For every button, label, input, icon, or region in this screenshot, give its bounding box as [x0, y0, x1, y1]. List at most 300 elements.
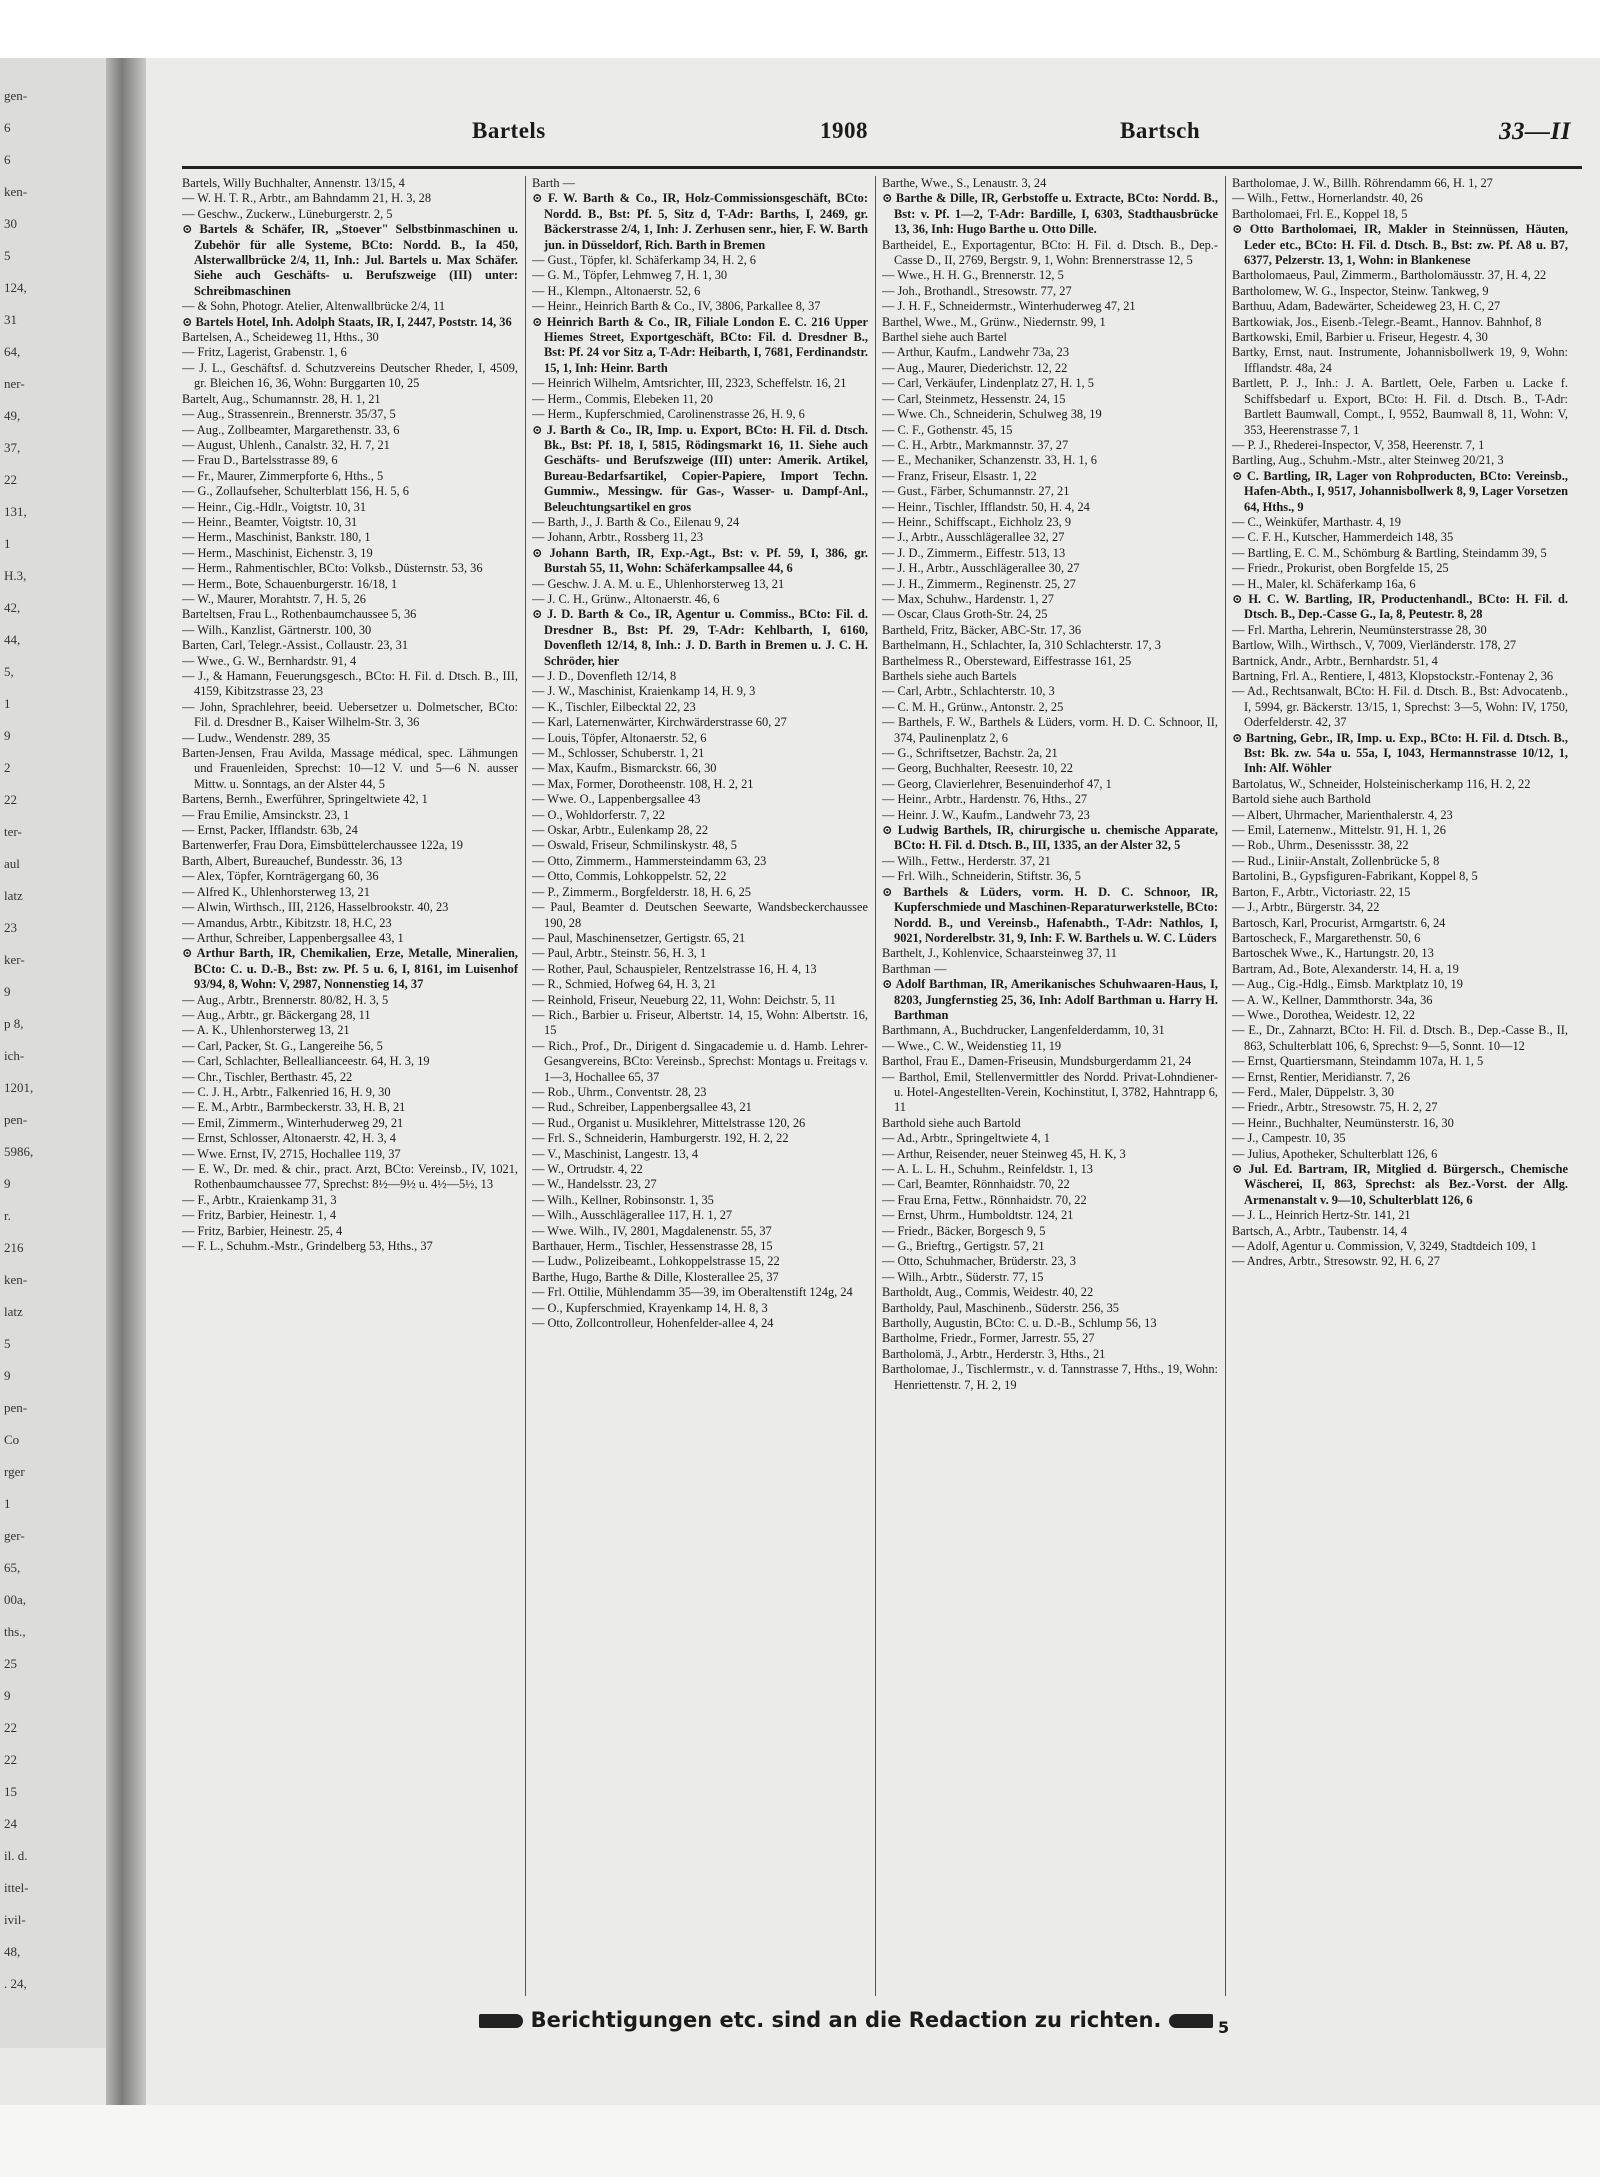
scan-margin-top: [0, 0, 1600, 58]
directory-entry: — Amandus, Arbtr., Kibitzstr. 18, H.C, 23: [182, 915, 392, 930]
directory-entry: — Frl. Ottilie, Mühlendamm 35—39, im Oberaltenstift 124g, 24: [532, 1285, 853, 1300]
previous-page-fragment: ich-: [4, 1048, 25, 1063]
directory-entry: — M., Schlosser, Schuberstr. 1, 21: [532, 746, 705, 761]
book-gutter: [106, 58, 146, 2105]
previous-page-fragment: 64,: [4, 344, 21, 359]
directory-entry: ⊙ Ludwig Barthels, IR, chirurgische u. chemische Apparate, BCto: H. Fil. d. Dtsch. B., III, 1335, an der Alster 32, 5: [882, 823, 1218, 853]
previous-page-fragment: latz: [4, 1304, 23, 1319]
directory-entry: — Ludw., Wendenstr. 289, 35: [182, 730, 331, 745]
directory-entry: Bartheld, Fritz, Bäcker, ABC-Str. 17, 36: [882, 622, 1082, 637]
previous-page-fragment: rger: [4, 1464, 25, 1479]
pointing-hand-icon: [479, 2014, 523, 2028]
directory-entry: ⊙ Arthur Barth, IR, Chemikalien, Erze, Metalle, Mineralien, BCto: C. u. D.-B., Bst: zw. Pf. 5 u. 6, I, 8161, im Luisenhof 93/94, 8, Wohn: V, 2987, Nonnenstieg 14, 37: [182, 946, 518, 992]
directory-entry: Barth —: [532, 176, 576, 190]
directory-entry: — Herm., Maschinist, Bankstr. 180, 1: [182, 530, 371, 545]
directory-entry: — Rob., Uhrm., Conventstr. 28, 23: [532, 1084, 707, 1099]
scan-margin-bottom: [0, 2105, 1600, 2177]
directory-entry: Bartelt, Aug., Schumannstr. 28, H. 1, 21: [182, 391, 381, 406]
previous-page-fragment: 2: [4, 760, 11, 775]
directory-entry: — J., Arbtr., Ausschlägerallee 32, 27: [882, 530, 1065, 545]
directory-entry: — Fritz, Barbier, Heinestr. 1, 4: [182, 1208, 337, 1223]
directory-entry: — Aug., Zollbeamter, Margarethenstr. 33, 6: [182, 422, 400, 437]
directory-entry: Bartnick, Andr., Arbtr., Bernhardstr. 51, 4: [1232, 653, 1438, 668]
directory-entry: — Carl, Steinmetz, Hessenstr. 24, 15: [882, 391, 1066, 406]
directory-entry: — Max, Kaufm., Bismarckstr. 66, 30: [532, 761, 717, 776]
directory-entry: — J. D., Dovenfleth 12/14, 8: [532, 669, 677, 683]
directory-entry: ⊙ Barthe & Dille, IR, Gerbstoffe u. Extracte, BCto: Nordd. B., Bst: v. Pf. 1—2, T-Adr: Bardille, I, 6303, Stadthausbrücke 13, 36, Inh: Hugo Barthe u. Otto Dille.: [882, 191, 1218, 237]
directory-entry: — K., Tischler, Eilbecktal 22, 23: [532, 699, 696, 714]
previous-page-fragment: 1201,: [4, 1080, 34, 1095]
previous-page-edge: [0, 58, 106, 2048]
directory-entry: — Frau Emilie, Amsinckstr. 23, 1: [182, 807, 350, 822]
directory-entry: ⊙ Bartels & Schäfer, IR, „Stoever" Selbstbinmaschinen u. Zubehör für alle Systeme, BCto: Nordd. B., Ia 450, Alsterwallbrücke 2/4, 11, Inh.: Jul. Bartels u. Max Schäfer. Siehe auch Geschäfts- u. Berufszweige (III) unter: Schreibmaschinen: [182, 222, 518, 298]
directory-entry: — Heinr., Buchhalter, Neumünsterstr. 16, 30: [1232, 1115, 1454, 1130]
directory-entry: — Chr., Tischler, Berthastr. 45, 22: [182, 1069, 353, 1084]
footer-notice: [446, 2008, 1246, 2032]
directory-entry: — Paul, Beamter d. Deutschen Seewarte, Wandsbeckerchaussee 190, 28: [532, 900, 868, 930]
directory-entry: — Aug., Strassenrein., Brennerstr. 35/37, 5: [182, 407, 396, 422]
directory-entry: ⊙ Bartning, Gebr., IR, Imp. u. Exp., BCto: H. Fil. d. Dtsch. B., Bst: Bk. zw. 54a u. 55a, I, 1043, Hermannstrasse 10/12, 1, Inh: Alf. Wöhler: [1232, 730, 1568, 776]
directory-entry: — G., Brieftrg., Gertigstr. 57, 21: [882, 1239, 1045, 1254]
directory-entry: — Otto, Commis, Lohkoppelstr. 52, 22: [532, 869, 727, 884]
previous-page-fragment: 42,: [4, 600, 21, 615]
previous-page-fragment: aul: [4, 856, 20, 871]
previous-page-fragment: 9: [4, 1368, 11, 1383]
directory-entry: Barthelmess R., Obersteward, Eiffestrasse 161, 25: [882, 653, 1132, 668]
directory-entry: — Alfred K., Uhlenhorsterweg 13, 21: [182, 884, 370, 899]
directory-entry: — Carl, Arbtr., Schlachterstr. 10, 3: [882, 684, 1055, 699]
previous-page-fragment: 9: [4, 1688, 11, 1703]
directory-entry: Barth, Albert, Bureauchef, Bundesstr. 36, 13: [182, 853, 403, 868]
previous-page-fragment: 22: [4, 792, 17, 807]
directory-entry: — Rud., Schreiber, Lappenbergsallee 43, 21: [532, 1100, 752, 1115]
directory-entry: — August, Uhlenh., Canalstr. 32, H. 7, 21: [182, 437, 390, 452]
directory-entry: — Rother, Paul, Schauspieler, Rentzelstrasse 16, H. 4, 13: [532, 961, 817, 976]
directory-entry: — Rud., Organist u. Musiklehrer, Mittelstrasse 120, 26: [532, 1115, 806, 1130]
directory-entry: Barthel siehe auch Bartel: [882, 330, 1007, 345]
previous-page-fragment: 49,: [4, 408, 21, 423]
directory-entry: Barthe, Hugo, Barthe & Dille, Klosterallee 25, 37: [532, 1269, 779, 1284]
directory-entry: — H., Klempn., Altonaerstr. 52, 6: [532, 283, 701, 298]
column-3: [882, 176, 1218, 1996]
directory-entry: Bartenwerfer, Frau Dora, Eimsbüttelerchaussee 122a, 19: [182, 838, 463, 853]
directory-entry: — Otto, Zollcontrolleur, Hohenfelder-allee 4, 24: [532, 1316, 774, 1331]
directory-entry: Bartolini, B., Gypsfiguren-Fabrikant, Koppel 8, 5: [1232, 869, 1478, 884]
directory-entry: — Rud., Liniir-Anstalt, Zollenbrücke 5, 8: [1232, 853, 1440, 868]
directory-entry: — Max, Schuhw., Hardenstr. 1, 27: [882, 591, 1054, 606]
directory-entry: — V., Maschinist, Langestr. 13, 4: [532, 1146, 699, 1161]
previous-page-fragment: pen-: [4, 1400, 28, 1415]
previous-page-fragment: Co: [4, 1432, 20, 1447]
directory-entry: Bartlow, Wilh., Wirthsch., V, 7009, Vierländerstr. 178, 27: [1232, 638, 1517, 653]
directory-entry: — Arthur, Kaufm., Landwehr 73a, 23: [882, 345, 1070, 360]
directory-entry: — Ernst, Uhrm., Humboldtstr. 124, 21: [882, 1208, 1074, 1223]
previous-page-fragment: 1: [4, 696, 11, 711]
directory-entry: — J., Arbtr., Bürgerstr. 34, 22: [1232, 900, 1380, 915]
directory-entry: — E. W., Dr. med. & chir., pract. Arzt, BCto: Vereinsb., IV, 1021, Rothenbaumchaussee 77, Sprechst: 8½—9½ u. 4½—5½, 13: [182, 1162, 518, 1192]
directory-entry: ⊙ Jul. Ed. Bartram, IR, Mitglied d. Bürgersch., Chemische Wäscherei, II, 863, Sprechst: als Bez.-Vorst. der Allg. Armenanstalt v. 9—10, Schulterblatt 126, 6: [1232, 1162, 1568, 1207]
directory-entry: — Frl. Wilh., Schneiderin, Stiftstr. 36, 5: [882, 869, 1081, 884]
directory-entry: — R., Schmied, Hofweg 64, H. 3, 21: [532, 977, 717, 992]
previous-page-fragment: . 24,: [4, 1976, 27, 1991]
previous-page-fragment: 131,: [4, 504, 27, 519]
directory-entry: — Oswald, Friseur, Schmilinskystr. 48, 5: [532, 838, 737, 853]
directory-entry: — Julius, Apotheker, Schulterblatt 126, 6: [1232, 1146, 1438, 1161]
directory-entry: — E., Mechaniker, Schanzenstr. 33, H. 1, 6: [882, 453, 1097, 468]
previous-page-fragment: 22: [4, 1720, 17, 1735]
directory-entry: — Heinr., Arbtr., Hardenstr. 76, Hths., 27: [882, 792, 1088, 807]
directory-entry: — Joh., Brothandl., Stresowstr. 77, 27: [882, 283, 1072, 298]
directory-entry: — Ad., Arbtr., Springeltwiete 4, 1: [882, 1131, 1050, 1146]
column-2: [532, 176, 868, 1996]
directory-entry: — Friedr., Bäcker, Borgesch 9, 5: [882, 1223, 1046, 1238]
directory-entry: Bartens, Bernh., Ewerführer, Springeltwiete 42, 1: [182, 792, 428, 807]
directory-entry: — Wilh., Ausschlägerallee 117, H. 1, 27: [532, 1208, 733, 1223]
previous-page-fragment: 5: [4, 1336, 11, 1351]
directory-entry: — Carl, Verkäufer, Lindenplatz 27, H. 1, 5: [882, 376, 1094, 391]
directory-entry: — Gust., Färber, Schumannstr. 27, 21: [882, 484, 1070, 499]
directory-entry: — Geschw. J. A. M. u. E., Uhlenhorsterweg 13, 21: [532, 576, 785, 591]
directory-entry: — Barthol, Emil, Stellenvermittler des Nordd. Privat-Lohndiener-u. Hotel-Angestellten-Verein, Kochinstitut, I, 3782, Hahntrapp 6, 11: [882, 1069, 1218, 1115]
previous-page-fragment: 9: [4, 1176, 11, 1191]
directory-entry: — Paul, Maschinensetzer, Gertigstr. 65, 21: [532, 930, 746, 945]
directory-entry: Barthol, Frau E., Damen-Friseusin, Mundsburgerdamm 21, 24: [882, 1054, 1192, 1069]
previous-page-fragment: 22: [4, 1752, 17, 1767]
directory-entry: Bartholomaei, Frl. E., Koppel 18, 5: [1232, 206, 1408, 221]
directory-entry: — P. J., Rhederei-Inspector, V, 358, Heerenstr. 7, 1: [1232, 437, 1485, 452]
directory-entry: Barthman —: [882, 961, 947, 976]
previous-page-fragment: 44,: [4, 632, 21, 647]
directory-entry: — Emil, Zimmerm., Winterhuderweg 29, 21: [182, 1115, 404, 1130]
directory-entry: — G., Zollaufseher, Schulterblatt 156, H. 5, 6: [182, 484, 409, 499]
directory-page: [146, 58, 1600, 2105]
directory-entry: — Frl. Martha, Lehrerin, Neumünsterstrasse 28, 30: [1232, 622, 1487, 637]
directory-entry: ⊙ J. D. Barth & Co., IR, Agentur u. Commiss., BCto: Fil. d. Dresdner B., Bst: Pf. 29, T-Adr: Kehlbarth, I, 6160, Dovenfleth 12/14, 8, Inh.: J. D. Barth in Bremen u. J. C. H. Schröder, hier: [532, 607, 868, 668]
directory-entry: — C. H., Arbtr., Markmannstr. 37, 27: [882, 437, 1069, 452]
directory-entry: Bartholly, Augustin, BCto: C. u. D.-B., Schlump 56, 13: [882, 1316, 1157, 1331]
directory-entry: — Bartling, E. C. M., Schömburg & Bartling, Steindamm 39, 5: [1232, 545, 1547, 560]
directory-entry: — C. J. H., Arbtr., Falkenried 16, H. 9, 30: [182, 1084, 391, 1099]
directory-entry: Bartels, Willy Buchhalter, Annenstr. 13/15, 4: [182, 176, 405, 190]
directory-entry: Bartold siehe auch Barthold: [1232, 792, 1371, 807]
directory-entry: — Karl, Laternenwärter, Kirchwärderstrasse 60, 27: [532, 715, 787, 730]
directory-entry: — Rich., Barbier u. Friseur, Albertstr. 14, 15, Wohn: Albertstr. 16, 15: [532, 1007, 868, 1038]
directory-entry: — Wwe., H. H. G., Brennerstr. 12, 5: [882, 268, 1064, 283]
pointing-hand-icon: [1169, 2014, 1213, 2028]
previous-page-fragment: ken-: [4, 184, 28, 199]
directory-entry: — Reinhold, Friseur, Neueburg 22, 11, Wohn: Deichstr. 5, 11: [532, 992, 836, 1007]
directory-entry: — Fritz, Barbier, Heinestr. 25, 4: [182, 1223, 343, 1238]
header-rule: [182, 166, 1582, 169]
column-divider: [1225, 176, 1226, 1996]
previous-page-fragment: 5: [4, 248, 11, 263]
directory-entry: — G., Schriftsetzer, Bachstr. 2a, 21: [882, 746, 1058, 761]
directory-entry: Barton, F., Arbtr., Victoriastr. 22, 15: [1232, 884, 1411, 899]
directory-entry: — Wwe. O., Lappenbergsallee 43: [532, 792, 701, 807]
directory-entry: — Wilh., Kanzlist, Gärtnerstr. 100, 30: [182, 622, 372, 637]
previous-page-fragment: ken-: [4, 1272, 28, 1287]
column-divider: [875, 176, 876, 1996]
directory-entry: Barthold siehe auch Bartold: [882, 1115, 1021, 1130]
directory-entry: Bartholme, Friedr., Former, Jarrestr. 55, 27: [882, 1331, 1095, 1346]
directory-entry: — Georg, Clavierlehrer, Besenuinderhof 47, 1: [882, 776, 1112, 791]
directory-entry: — Otto, Zimmerm., Hammersteindamm 63, 23: [532, 853, 767, 868]
directory-entry: — Heinr., Tischler, Ifflandstr. 50, H. 4, 24: [882, 499, 1090, 514]
directory-entry: — Fritz, Lagerist, Grabenstr. 1, 6: [182, 345, 347, 360]
previous-page-fragment: 24: [4, 1816, 17, 1831]
directory-entry: Barteltsen, Frau L., Rothenbaumchaussee 5, 36: [182, 607, 417, 622]
directory-entry: — C., Weinküfer, Marthastr. 4, 19: [1232, 514, 1401, 529]
directory-entry: — Herm., Commis, Elebeken 11, 20: [532, 391, 713, 406]
directory-entry: Bartholomä, J., Arbtr., Herderstr. 3, Hths., 21: [882, 1346, 1106, 1361]
directory-entry: — Ernst, Rentier, Meridianstr. 7, 26: [1232, 1069, 1411, 1084]
directory-entry: — Heinr., Heinrich Barth & Co., IV, 3806, Parkallee 8, 37: [532, 299, 821, 314]
previous-page-fragment: latz: [4, 888, 23, 903]
directory-entry: Bartning, Frl. A., Rentiere, I, 4813, Klopstockstr.-Fontenay 2, 36: [1232, 669, 1554, 683]
directory-entry: Bartholdt, Aug., Commis, Weidestr. 40, 22: [882, 1285, 1094, 1300]
directory-entry: ⊙ F. W. Barth & Co., IR, Holz-Commissionsgeschäft, BCto: Nordd. B., Bst: Pf. 5, Sitz d, T-Adr: Barths, I, 2469, gr. Bäckerstrasse 2/4, 1, Inh: J. Zerhusen senr., hier, F. W. Barth jun. in Düsseldorf, Rich. Barth in Bremen: [532, 191, 868, 252]
directory-entry: Barthels siehe auch Bartels: [882, 669, 1017, 683]
directory-entry: Bartram, Ad., Bote, Alexanderstr. 14, H. a, 19: [1232, 961, 1459, 976]
previous-page-fragment: r.: [4, 1208, 11, 1223]
directory-entry: — Ad., Rechtsanwalt, BCto: H. Fil. d. Dtsch. B., Bst: Advocatenb., I, 5994, gr. Bäckerstr. 13/15, 1, Sprechst: 3—5, Wohn: IV, 1750, Oderfelderstr. 42, 37: [1232, 684, 1568, 730]
directory-entry: — C. F., Gothenstr. 45, 15: [882, 422, 1013, 437]
directory-entry: — J. H. F., Schneidermstr., Winterhuderweg 47, 21: [882, 299, 1136, 314]
previous-page-fragment: ths.,: [4, 1624, 26, 1639]
directory-entry: — Wwe. Ernst, IV, 2715, Hochallee 119, 37: [182, 1146, 401, 1161]
directory-entry: — G. M., Töpfer, Lehmweg 7, H. 1, 30: [532, 268, 728, 283]
sheet-number: 5: [1218, 2018, 1230, 2037]
directory-entry: Bartholomae, J., Tischlermstr., v. d. Tannstrasse 7, Hths., 19, Wohn: Henriettenstr. 7, H. 2, 19: [882, 1362, 1218, 1392]
directory-entry: — J. H., Arbtr., Ausschlägerallee 30, 27: [882, 561, 1080, 576]
previous-page-fragment: 5,: [4, 664, 14, 679]
directory-entry: — J. C. H., Grünw., Altonaerstr. 46, 6: [532, 591, 720, 606]
directory-entry: ⊙ J. Barth & Co., IR, Imp. u. Export, BCto: H. Fil. d. Dtsch. Bk., Bst: Pf. 18, I, 5815, Rödingsmarkt 16, 11. Siehe auch Geschäfts- und Berufszweige (III) unter: Amerik. Artikel, Bureau-Bedarfsartikel, Copier-Papiere, Import Techn. Gummiw., Messingw. für Gas-, Wasser- u. Dampf-Anl., Beleuchtungsartikel en gros: [532, 422, 868, 514]
previous-page-fragment: 25: [4, 1656, 17, 1671]
directory-entry: — Otto, Schuhmacher, Brüderstr. 23, 3: [882, 1254, 1076, 1269]
directory-entry: — Wilh., Arbtr., Süderstr. 77, 15: [882, 1269, 1044, 1284]
directory-entry: — John, Sprachlehrer, beeid. Uebersetzer u. Dolmetscher, BCto: Fil. d. Dresdner B., Kaiser Wilhelm-Str. 3, 36: [182, 699, 518, 730]
directory-entry: — Aug., Arbtr., gr. Bäckergang 28, 11: [182, 1007, 371, 1022]
directory-entry: — Fr., Maurer, Zimmerpforte 6, Hths., 5: [182, 468, 384, 483]
previous-page-fragment: ker-: [4, 952, 25, 967]
directory-entry: — O., Kupferschmied, Krayenkamp 14, H. 8, 3: [532, 1300, 768, 1315]
directory-entry: — Franz, Friseur, Elsastr. 1, 22: [882, 468, 1037, 483]
previous-page-fragment: ger-: [4, 1528, 25, 1543]
previous-page-fragment: il. d.: [4, 1848, 28, 1863]
directory-entry: — E. M., Arbtr., Barmbeckerstr. 33, H. B, 21: [182, 1100, 406, 1115]
directory-entry: Barthelt, J., Kohlenvice, Schaarsteinweg 37, 11: [882, 946, 1117, 961]
directory-entry: ⊙ Johann Barth, IR, Exp.-Agt., Bst: v. Pf. 59, I, 386, gr. Burstah 55, 11, Wohn: Schäferkampsallee 44, 6: [532, 545, 868, 576]
previous-page-fragment: ner-: [4, 376, 25, 391]
directory-entry: — Ferd., Maler, Düppelstr. 3, 30: [1232, 1084, 1394, 1099]
previous-page-fragment: 6: [4, 152, 11, 167]
directory-entry: — Georg, Buchhalter, Reesestr. 10, 22: [882, 761, 1073, 776]
previous-page-fragment: ittel-: [4, 1880, 29, 1895]
directory-entry: — J. W., Maschinist, Kraienkamp 14, H. 9, 3: [532, 684, 756, 699]
column-1: [182, 176, 518, 1996]
previous-page-fragment: 31: [4, 312, 17, 327]
directory-entry: — Emil, Laternenw., Mittelstr. 91, H. 1, 26: [1232, 823, 1446, 838]
directory-entry: — Aug., Cig.-Hdlg., Eimsb. Marktplatz 10, 19: [1232, 977, 1463, 992]
previous-page-fragment: 37,: [4, 440, 21, 455]
directory-entry: — F. L., Schuhm.-Mstr., Grindelberg 53, Hths., 37: [182, 1239, 433, 1254]
header-last-name: Bartsch: [1120, 118, 1201, 143]
directory-entry: — Wwe., Dorothea, Weidestr. 12, 22: [1232, 1007, 1415, 1022]
previous-page-fragment: 15: [4, 1784, 17, 1799]
directory-entry: — Herm., Bote, Schauenburgerstr. 16/18, 1: [182, 576, 398, 591]
previous-page-fragment: ivil-: [4, 1912, 26, 1927]
directory-entry: — J. D., Zimmerm., Eiffestr. 513, 13: [882, 545, 1066, 560]
directory-entry: Bartholomae, J. W., Billh. Röhrendamm 66, H. 1, 27: [1232, 176, 1493, 190]
directory-entry: Bartoschek Wwe., K., Hartungstr. 20, 13: [1232, 946, 1434, 961]
directory-entry: — Albert, Uhrmacher, Marienthalerstr. 4, 23: [1232, 807, 1453, 822]
directory-entry: — J. L., Heinrich Hertz-Str. 141, 21: [1232, 1208, 1411, 1223]
directory-entry: Bartholomaeus, Paul, Zimmerm., Bartholomäusstr. 37, H. 4, 22: [1232, 268, 1547, 283]
directory-entry: Barten, Carl, Telegr.-Assist., Collaustr. 23, 31: [182, 638, 409, 653]
directory-entry: Barthel, Wwe., M., Grünw., Niedernstr. 99, 1: [882, 314, 1106, 329]
directory-entry: ⊙ C. Bartling, IR, Lager von Rohproducten, BCto: Vereinsb., Hafen-Abth., I, 9517, Johannisbollwerk 8, 9, Lager Vorsetzen 64, Hths., 9: [1232, 468, 1568, 514]
directory-entry: Barthelmann, H., Schlachter, Ia, 310 Schlachterstr. 17, 3: [882, 638, 1161, 653]
directory-entry: — Frau D., Bartelsstrasse 89, 6: [182, 453, 338, 468]
directory-entry: ⊙ Otto Bartholomaei, IR, Makler in Steinnüssen, Häuten, Leder etc., BCto: H. Fil. d. Dtsch. B., Bst: zw. Pf. A8 u. B7, 6377, Pelzerstr. 13, 1, Wohn: in Blankenese: [1232, 222, 1568, 268]
directory-entry: — J. L., Geschäftsf. d. Schutzvereins Deutscher Rheder, I, 4509, gr. Bleichen 16, 36, Wohn: Burggarten 10, 25: [182, 360, 518, 391]
directory-entry: — W., Handelsstr. 23, 27: [532, 1177, 657, 1192]
directory-entry: — Gust., Töpfer, kl. Schäferkamp 34, H. 2, 6: [532, 253, 756, 268]
directory-entry: ⊙ Heinrich Barth & Co., IR, Filiale London E. C. 216 Upper Hiemes Street, Exportgeschäft, BCto: Fil. d. Dresdner B., Bst: Pf. 24 vor Sitz a, T-Adr: Heibarth, I, 7681, Ferdinandstr. 15, 1, Inh: Heinr. Barth: [532, 314, 868, 375]
previous-page-fragment: 1: [4, 1496, 11, 1511]
previous-page-fragment: 48,: [4, 1944, 21, 1959]
directory-entry: — Ernst, Quartiersmann, Steindamm 107a, H. 1, 5: [1232, 1054, 1484, 1069]
directory-entry: — Heinr., Schiffscapt., Eichholz 23, 9: [882, 514, 1072, 529]
directory-entry: — H., Maler, kl. Schäferkamp 16a, 6: [1232, 576, 1416, 591]
header-first-name: Bartels: [472, 118, 546, 143]
directory-entry: — W., Maurer, Morahtstr. 7, H. 5, 26: [182, 591, 366, 606]
directory-entry: — Frau Erna, Fettw., Rönnhaidstr. 70, 22: [882, 1192, 1087, 1207]
directory-entry: — Friedr., Arbtr., Stresowstr. 75, H. 2, 27: [1232, 1100, 1438, 1115]
directory-entry: — Wwe., G. W., Bernhardstr. 91, 4: [182, 653, 357, 668]
directory-entry: — Paul, Arbtr., Steinstr. 56, H. 3, 1: [532, 946, 707, 961]
directory-entry: — Adolf, Agentur u. Commission, V, 3249, Stadtdeich 109, 1: [1232, 1239, 1537, 1254]
previous-page-fragment: 216: [4, 1240, 24, 1255]
directory-entry: — A. L. L. H., Schuhm., Reinfeldstr. 1, 13: [882, 1162, 1093, 1176]
previous-page-fragment: 30: [4, 216, 17, 231]
running-header: [186, 118, 1571, 158]
directory-entry: — J. H., Zimmerm., Reginenstr. 25, 27: [882, 576, 1076, 591]
directory-entry: Bartolatus, W., Schneider, Holsteinischerkamp 116, H. 2, 22: [1232, 776, 1531, 791]
entry-columns: [182, 176, 1582, 1996]
directory-entry: — O., Wohldorferstr. 7, 22: [532, 807, 665, 822]
directory-entry: — W., Ortrudstr. 4, 22: [532, 1162, 643, 1176]
directory-entry: — Barth, J., J. Barth & Co., Eilenau 9, 24: [532, 514, 740, 529]
directory-entry: — & Sohn, Photogr. Atelier, Altenwallbrücke 2/4, 11: [182, 299, 446, 314]
directory-entry: — Wilh., Fettw., Herderstr. 37, 21: [882, 853, 1051, 868]
directory-entry: Bartholdy, Paul, Maschinenb., Süderstr. 256, 35: [882, 1300, 1120, 1315]
previous-page-fragment: pen-: [4, 1112, 28, 1127]
footer-text: Berichtigungen etc. sind an die Redaction zu richten.: [530, 2008, 1162, 2032]
directory-entry: Bartholomew, W. G., Inspector, Steinw. Tankweg, 9: [1232, 283, 1489, 298]
directory-entry: Bartelsen, A., Scheideweg 11, Hths., 30: [182, 330, 379, 345]
directory-entry: — J., & Hamann, Feuerungsgesch., BCto: H. Fil. d. Dtsch. B., III, 4159, Kibitzstrasse 23, 23: [182, 669, 518, 699]
directory-entry: — Andres, Arbtr., Stresowstr. 92, H. 6, 27: [1232, 1254, 1440, 1269]
directory-entry: Barthe, Wwe., S., Lenaustr. 3, 24: [882, 176, 1047, 190]
directory-entry: — Herm., Kupferschmied, Carolinenstrasse 26, H. 9, 6: [532, 407, 805, 422]
directory-entry: — Herm., Maschinist, Eichenstr. 3, 19: [182, 545, 373, 560]
directory-entry: — Aug., Maurer, Diederichstr. 12, 22: [882, 360, 1068, 375]
previous-page-fragment: 9: [4, 984, 11, 999]
directory-entry: — Ernst, Schlosser, Altonaerstr. 42, H. 3, 4: [182, 1131, 396, 1146]
directory-entry: — Wilh., Fettw., Hornerlandstr. 40, 26: [1232, 191, 1423, 206]
directory-entry: — Rob., Uhrm., Desenissstr. 38, 22: [1232, 838, 1409, 853]
directory-entry: — F., Arbtr., Kraienkamp 31, 3: [182, 1192, 337, 1207]
header-year: 1908: [820, 118, 868, 143]
directory-entry: Bartosch, Karl, Procurist, Armgartstr. 6, 24: [1232, 915, 1446, 930]
previous-page-fragment: 124,: [4, 280, 27, 295]
directory-entry: — E., Dr., Zahnarzt, BCto: H. Fil. d. Dtsch. B., Dep.-Casse B., II, 863, Schulterblatt 106, 6, Sprechst: 9—5, Sonnt. 10—12: [1232, 1023, 1568, 1053]
directory-entry: — Barthels, F. W., Barthels & Lüders, vorm. H. D. C. Schnoor, II, 374, Paulinenplatz 2, 6: [882, 715, 1218, 745]
directory-entry: — Johann, Arbtr., Rossberg 11, 23: [532, 530, 704, 545]
directory-entry: — W. H. T. R., Arbtr., am Bahndamm 21, H. 3, 28: [182, 191, 432, 206]
directory-entry: ⊙ H. C. W. Bartling, IR, Productenhandl., BCto: H. Fil. d. Dtsch. B., Dep.-Casse G., Ia, 8, Peutestr. 8, 28: [1232, 591, 1568, 622]
directory-entry: Barthauer, Herm., Tischler, Hessenstrasse 28, 15: [532, 1239, 773, 1254]
column-divider: [525, 176, 526, 1996]
directory-entry: — J., Campestr. 10, 35: [1232, 1131, 1346, 1146]
previous-page-fragment: 6: [4, 120, 11, 135]
directory-entry: — Heinr. J. W., Kaufm., Landwehr 73, 23: [882, 807, 1090, 822]
directory-entry: — Carl, Schlachter, Belleallianceestr. 64, H. 3, 19: [182, 1054, 430, 1069]
directory-entry: — Friedr., Prokurist, oben Borgfelde 15, 25: [1232, 561, 1449, 576]
previous-page-fragment: 9: [4, 728, 11, 743]
directory-entry: Bartling, Aug., Schuhm.-Mstr., alter Steinweg 20/21, 3: [1232, 453, 1504, 468]
directory-entry: ⊙ Barthels & Lüders, vorm. H. D. C. Schnoor, IR, Kupferschmiede und Maschinen-Reparaturwerkstelle, BCto: Nordd. B., und Vereinsb., Hafenabth., T-Adr: Nathlos, I, 9021, Norderelbstr. 31, 9, Inh: F. W. Barthels u. W. C. Lüders: [882, 884, 1218, 945]
directory-entry: — Alwin, Wirthsch., III, 2126, Hasselbrookstr. 40, 23: [182, 900, 449, 915]
directory-entry: — Max, Former, Dorotheenstr. 108, H. 2, 21: [532, 776, 754, 791]
directory-entry: — Herm., Rahmentischler, BCto: Volksb., Düsternstr. 53, 36: [182, 561, 483, 576]
directory-entry: — Aug., Arbtr., Brennerstr. 80/82, H. 3, 5: [182, 992, 389, 1007]
directory-entry: ⊙ Adolf Barthman, IR, Amerikanisches Schuhwaaren-Haus, I, 8203, Jungfernstieg 25, 36, Inh: Adolf Barthman u. Harry H. Barthman: [882, 977, 1218, 1022]
directory-entry: — C. M. H., Grünw., Antonstr. 2, 25: [882, 699, 1064, 714]
directory-entry: Bartoscheck, F., Margarethenstr. 50, 6: [1232, 930, 1421, 945]
directory-entry: — Wilh., Kellner, Robinsonstr. 1, 35: [532, 1192, 714, 1207]
directory-entry: — Heinr., Beamter, Voigtstr. 10, 31: [182, 514, 358, 529]
previous-page-fragment: 00a,: [4, 1592, 27, 1607]
directory-entry: — Wwe. Ch., Schneiderin, Schulweg 38, 19: [882, 407, 1102, 422]
directory-entry: — Wwe. Wilh., IV, 2801, Magdalenenstr. 55, 37: [532, 1223, 772, 1238]
directory-entry: Bartheidel, E., Exportagentur, BCto: H. Fil. d. Dtsch. B., Dep.-Casse D., II, 2769, Bergstr. 9, 1, Wohn: Brennerstrasse 12, 5: [882, 237, 1218, 268]
directory-entry: — Ernst, Packer, Ifflandstr. 63b, 24: [182, 823, 358, 838]
previous-page-fragment: p 8,: [4, 1016, 24, 1031]
directory-entry: Barthmann, A., Buchdrucker, Langenfelderdamm, 10, 31: [882, 1023, 1165, 1038]
directory-entry: Bartkowski, Emil, Barbier u. Friseur, Hegestr. 4, 30: [1232, 330, 1488, 345]
page-number: 33—II: [1499, 118, 1571, 145]
directory-entry: Barten-Jensen, Frau Avilda, Massage médical, spec. Lähmungen und Frauenleiden, Sprechst: 10—12 V. und 5—6 N. ausser Mittw. u. Sonntags, an der Alster 44, 5: [182, 746, 518, 791]
directory-entry: — Heinrich Wilhelm, Amtsrichter, III, 2323, Scheffelstr. 16, 21: [532, 376, 847, 391]
directory-entry: — C. F. H., Kutscher, Hammerdeich 148, 35: [1232, 530, 1454, 545]
directory-entry: — Arthur, Reisender, neuer Steinweg 45, H. K, 3: [882, 1146, 1126, 1161]
directory-entry: — Geschw., Zuckerw., Lüneburgerstr. 2, 5: [182, 206, 393, 221]
directory-entry: — Alex, Töpfer, Kornträgergang 60, 36: [182, 869, 379, 884]
previous-page-fragment: H.3,: [4, 568, 27, 583]
previous-page-fragment: 22: [4, 472, 17, 487]
directory-entry: — Ludw., Polizeibeamt., Lohkoppelstrasse 15, 22: [532, 1254, 780, 1269]
column-4: [1232, 176, 1568, 1996]
directory-entry: — Oskar, Arbtr., Eulenkamp 28, 22: [532, 823, 709, 838]
previous-page-fragment: 23: [4, 920, 17, 935]
directory-entry: — P., Zimmerm., Borgfelderstr. 18, H. 6, 25: [532, 884, 752, 899]
previous-page-fragment: gen-: [4, 88, 28, 103]
directory-entry: — Oscar, Claus Groth-Str. 24, 25: [882, 607, 1048, 622]
previous-page-fragment: ter-: [4, 824, 22, 839]
